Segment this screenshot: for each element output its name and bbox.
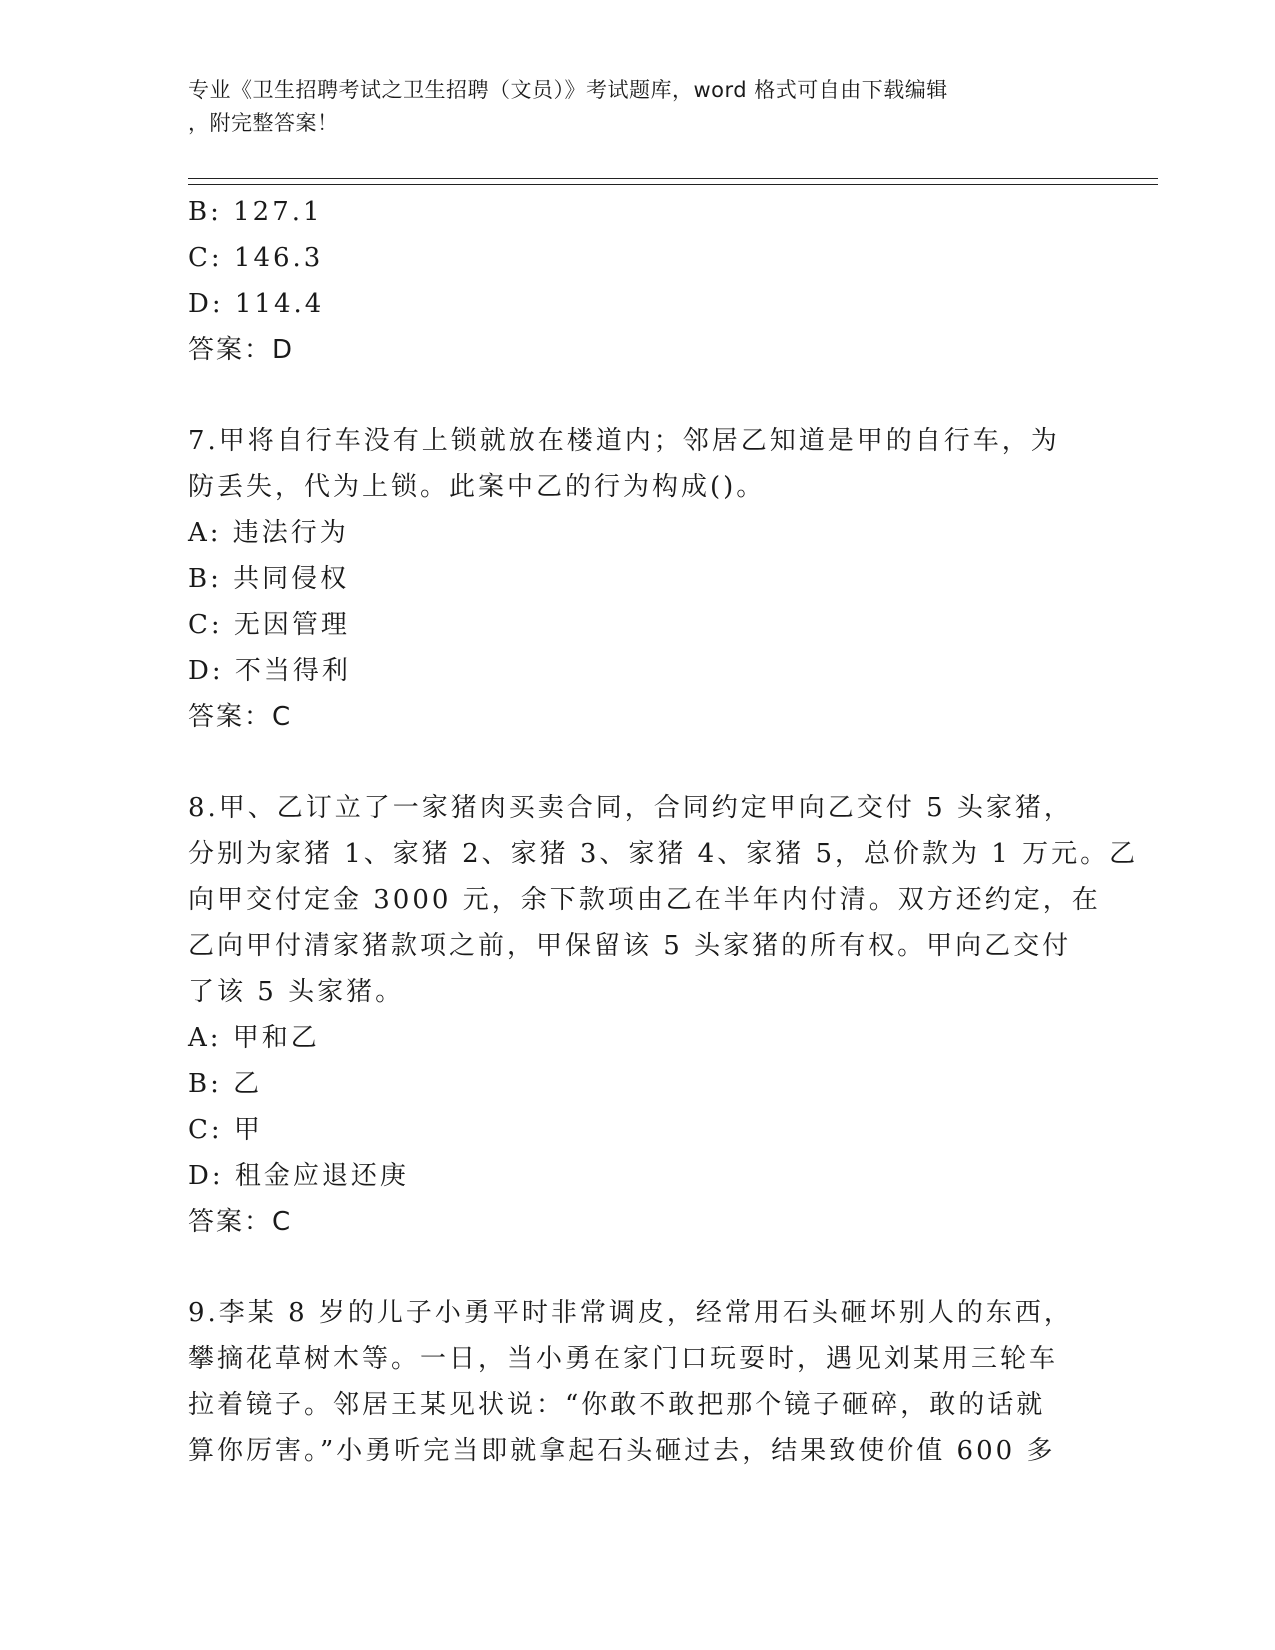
option-a: A: 甲和乙	[188, 1023, 320, 1053]
page-header	[188, 74, 1068, 140]
question-text-line: 向甲交付定金 3000 元，余下款项由乙在半年内付清。双方还约定，在	[188, 885, 1101, 915]
header-rule-bottom	[188, 184, 1158, 185]
option-c: C: 甲	[188, 1115, 263, 1145]
header-line-1: 专业《卫生招聘考试之卫生招聘（文员）》考试题库，word 格式可自由下载编辑	[188, 78, 948, 102]
question-body	[188, 189, 1139, 1474]
question-7	[188, 418, 1088, 740]
header-line-2: ，附完整答案！	[188, 111, 339, 135]
answer-line: 答案：D	[188, 335, 295, 365]
question-text-line: 拉着镜子。邻居王某见状说：“你敢不敢把那个镜子砸碎，敢的话就	[188, 1390, 1046, 1420]
question-text-line: 8.甲、乙订立了一家猪肉买卖合同，合同约定甲向乙交付 5 头家猪，	[188, 793, 1073, 823]
option-a: A: 违法行为	[188, 518, 349, 548]
question-9	[188, 1290, 1088, 1474]
answer-line: 答案：C	[188, 702, 293, 732]
option-d: D: 114.4	[188, 289, 325, 319]
question-text-line: 9.李某 8 岁的儿子小勇平时非常调皮，经常用石头砸坏别人的东西，	[188, 1298, 1073, 1328]
option-b: B: 127.1	[188, 197, 323, 227]
answer-line: 答案：C	[188, 1207, 293, 1237]
option-d: D: 租金应退还庚	[188, 1161, 409, 1191]
question-text-line: 防丢失，代为上锁。此案中乙的行为构成()。	[188, 472, 766, 502]
question-6-tail	[188, 189, 1088, 373]
option-d: D: 不当得利	[188, 656, 351, 686]
question-text-line: 乙向甲付清家猪款项之前，甲保留该 5 头家猪的所有权。甲向乙交付	[188, 931, 1072, 961]
option-c: C: 146.3	[188, 243, 324, 273]
question-8	[188, 785, 1139, 1245]
question-text-line: 算你厉害。”小勇听完当即就拿起石头砸过去，结果致使价值 600 多	[188, 1436, 1056, 1466]
question-text-line: 7.甲将自行车没有上锁就放在楼道内；邻居乙知道是甲的自行车，为	[188, 426, 1060, 456]
option-c: C: 无因管理	[188, 610, 350, 640]
question-text-line: 了该 5 头家猪。	[188, 977, 405, 1007]
header-rule-top	[188, 178, 1158, 179]
question-text-line: 攀摘花草树木等。一日，当小勇在家门口玩耍时，遇见刘某用三轮车	[188, 1344, 1059, 1374]
option-b: B: 乙	[188, 1069, 263, 1099]
question-text-line: 分别为家猪 1、家猪 2、家猪 3、家猪 4、家猪 5，总价款为 1 万元。乙	[188, 839, 1139, 869]
option-b: B: 共同侵权	[188, 564, 350, 594]
